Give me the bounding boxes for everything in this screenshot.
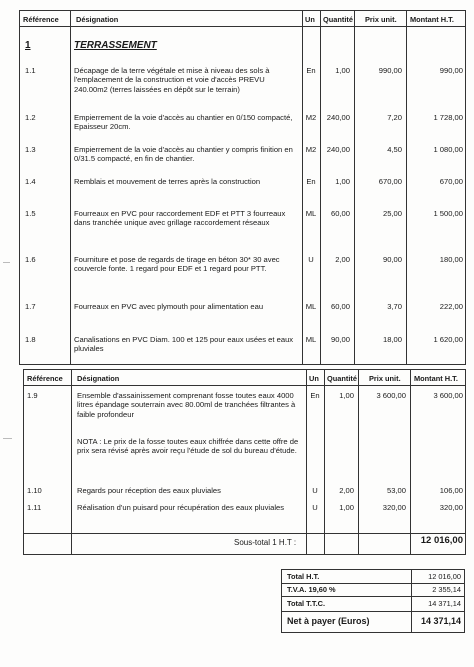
row-ref: 1.11 <box>27 503 42 512</box>
row-unit: M2 <box>305 113 317 122</box>
subtotal-value: 12 016,00 <box>420 535 463 546</box>
row-designation: Fourreaux en PVC avec plymouth pour alimentation eau <box>74 302 264 311</box>
row-quantity: 60,00 <box>330 302 350 311</box>
row-quantity: 2,00 <box>339 486 354 495</box>
row-ref: 1.5 <box>25 209 36 218</box>
header-quantity: Quantité <box>323 15 353 24</box>
row-amount: 106,00 <box>439 486 463 495</box>
row-unit-price: 25,00 <box>382 209 402 218</box>
row-amount: 670,00 <box>439 177 463 186</box>
total-ht-label: Total H.T. <box>287 572 320 581</box>
row-unit: ML <box>305 209 317 218</box>
tva-value: 2 355,14 <box>432 585 461 594</box>
net-to-pay-label: Net à payer (Euros) <box>287 616 370 626</box>
total-ttc-value: 14 371,14 <box>428 599 461 608</box>
row-quantity: 90,00 <box>330 335 350 344</box>
total-ttc-label: Total T.T.C. <box>287 599 326 608</box>
items-table-top <box>19 10 466 365</box>
header-designation: Désignation <box>76 15 119 24</box>
row-designation: Fourreaux en PVC pour raccordement EDF et PTT 3 fourreaux dans tranchée unique avec grillage raccordement réseaux <box>74 209 286 228</box>
row-amount: 1 620,00 <box>433 335 463 344</box>
row-ref: 1.3 <box>25 145 36 154</box>
row-ref: 1.10 <box>27 486 42 495</box>
header-reference: Référence <box>27 374 63 383</box>
header-unit: Un <box>305 15 315 24</box>
row-unit: En <box>306 66 316 75</box>
section-title: TERRASSEMENT <box>74 40 157 51</box>
row-ref: 1.7 <box>25 302 36 311</box>
subtotal-label: Sous-total 1 H.T : <box>234 538 297 547</box>
row-designation: Empierrement de la voie d'accès au chantier y compris finition en 0/31.5 compacté, en fin de chantier. <box>74 145 293 164</box>
row-unit-price: 3,70 <box>387 302 402 311</box>
row-ref: 1.9 <box>27 391 38 400</box>
row-quantity: 1,00 <box>335 177 350 186</box>
header-unit-price: Prix unit. <box>365 15 397 24</box>
row-unit: En <box>310 391 320 400</box>
row-unit-price: 53,00 <box>386 486 406 495</box>
header-unit: Un <box>309 374 319 383</box>
row-amount: 990,00 <box>439 66 463 75</box>
row-amount: 1 500,00 <box>433 209 463 218</box>
row-ref: 1.1 <box>25 66 36 75</box>
row-unit-price: 3 600,00 <box>376 391 406 400</box>
row-unit-price: 990,00 <box>378 66 402 75</box>
note-text: NOTA : Le prix de la fosse toutes eaux chiffrée dans cette offre de prix sera révisé après avoir reçu l'étude de sol du bureau d'étude. <box>77 437 299 456</box>
row-unit-price: 18,00 <box>382 335 402 344</box>
row-designation: Regards pour réception des eaux pluviales <box>77 486 221 495</box>
header-amount: Montant H.T. <box>410 15 454 24</box>
row-unit: ML <box>305 335 317 344</box>
row-designation: Ensemble d'assainissement comprenant fosse toutes eaux 4000 litres épandage souterrain avec 80.00ml de tranchées filtrantes à faible profondeur <box>77 391 296 419</box>
row-amount: 1 728,00 <box>433 113 463 122</box>
header-designation: Désignation <box>77 374 120 383</box>
row-unit: En <box>306 177 316 186</box>
row-ref: 1.6 <box>25 255 36 264</box>
row-unit: U <box>308 255 314 264</box>
row-ref: 1.8 <box>25 335 36 344</box>
header-quantity: Quantité <box>327 374 357 383</box>
row-quantity: 1,00 <box>339 391 354 400</box>
row-quantity: 1,00 <box>335 66 350 75</box>
row-designation: Canalisations en PVC Diam. 100 et 125 pour eaux usées et eaux pluviales <box>74 335 294 354</box>
row-unit: U <box>312 503 318 512</box>
scan-mark <box>3 262 10 263</box>
total-ht-value: 12 016,00 <box>428 572 461 581</box>
row-quantity: 240,00 <box>326 145 350 154</box>
scan-mark <box>3 438 12 439</box>
header-reference: Référence <box>23 15 59 24</box>
items-table-bottom <box>23 369 466 555</box>
row-amount: 180,00 <box>439 255 463 264</box>
row-unit-price: 90,00 <box>382 255 402 264</box>
header-amount: Montant H.T. <box>414 374 458 383</box>
section-number: 1 <box>25 40 31 51</box>
row-unit-price: 670,00 <box>378 177 402 186</box>
row-designation: Décapage de la terre végétale et mise à niveau des sols à l'emplacement de la construction et voie d'accès PREVU 240.00m2 (terres laissées en dépôt sur le terrain) <box>74 66 270 94</box>
row-quantity: 60,00 <box>330 209 350 218</box>
row-amount: 3 600,00 <box>433 391 463 400</box>
row-amount: 320,00 <box>439 503 463 512</box>
row-quantity: 1,00 <box>339 503 354 512</box>
totals-box <box>281 569 465 633</box>
net-to-pay-value: 14 371,14 <box>420 616 461 626</box>
row-designation: Remblais et mouvement de terres après la construction <box>74 177 261 186</box>
row-ref: 1.2 <box>25 113 36 122</box>
header-unit-price: Prix unit. <box>369 374 401 383</box>
row-unit: U <box>312 486 318 495</box>
row-quantity: 2,00 <box>335 255 350 264</box>
row-unit-price: 4,50 <box>387 145 402 154</box>
row-unit-price: 7,20 <box>387 113 402 122</box>
row-unit-price: 320,00 <box>382 503 406 512</box>
row-amount: 222,00 <box>439 302 463 311</box>
row-unit: M2 <box>305 145 317 154</box>
row-amount: 1 080,00 <box>433 145 463 154</box>
row-designation: Empierrement de la voie d'accès au chantier en 0/150 compacté, Epaisseur 20cm. <box>74 113 293 132</box>
row-designation: Fourniture et pose de regards de tirage en béton 30* 30 avec couvercle fonte. 1 regard pour EDF et 1 regard pour PTT. <box>74 255 280 274</box>
row-ref: 1.4 <box>25 177 36 186</box>
row-quantity: 240,00 <box>326 113 350 122</box>
row-designation: Réalisation d'un puisard pour récupération des eaux pluviales <box>77 503 285 512</box>
row-unit: ML <box>305 302 317 311</box>
tva-label: T.V.A. 19,60 % <box>287 585 336 594</box>
